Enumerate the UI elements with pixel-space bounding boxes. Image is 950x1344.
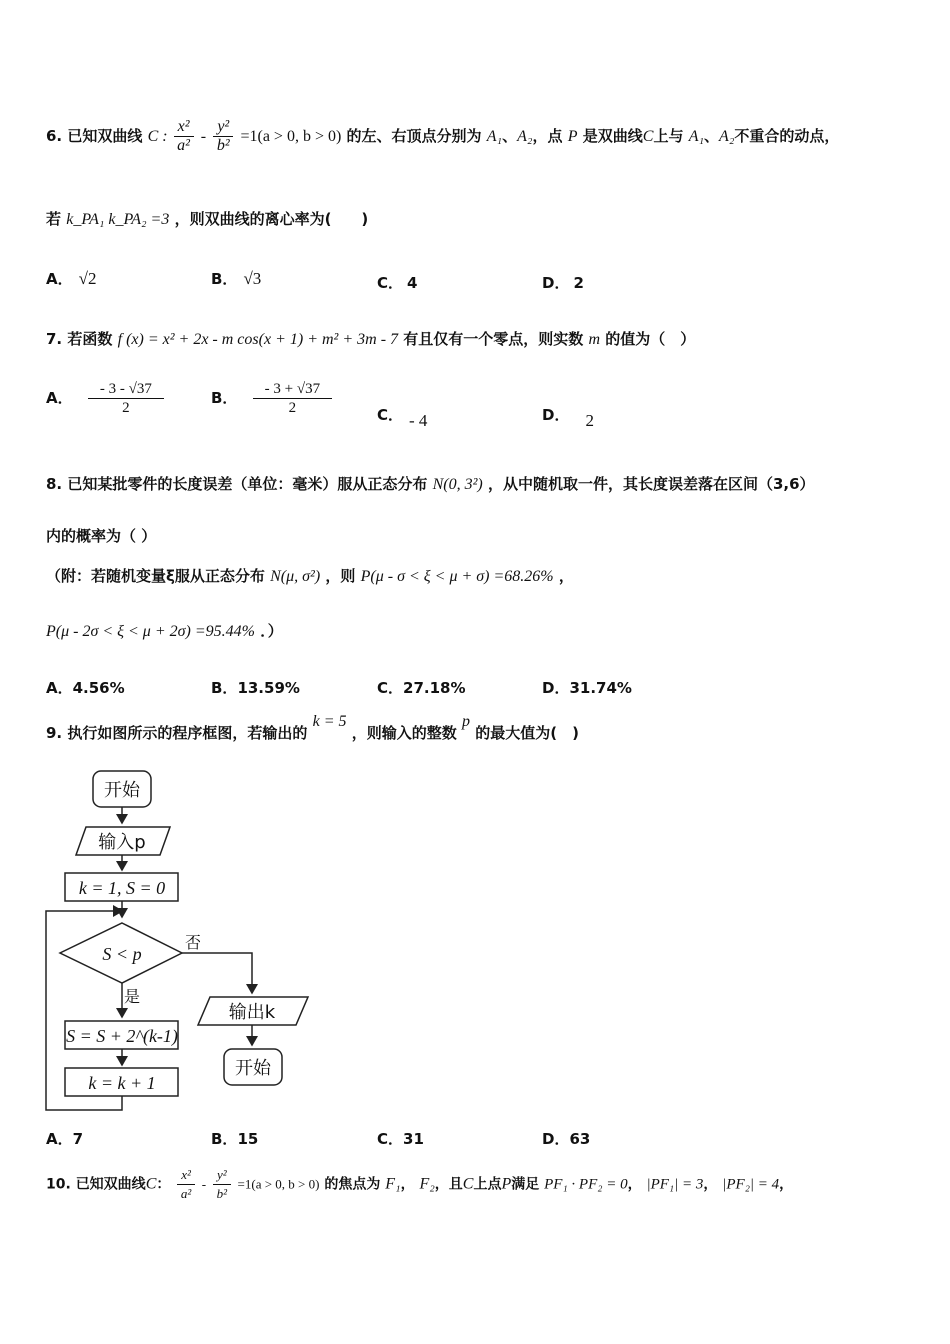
q7-option-b[interactable]: B． $\frac{- 3 + √37}{2}$ — [211, 380, 334, 417]
q7-text-b: 有且仅有一个零点，则实数 — [403, 330, 584, 348]
q6-a1: A₁ — [486, 128, 503, 145]
q6-p: P — [567, 128, 578, 145]
q8-dist: N(0, 3²) — [432, 476, 483, 493]
q8-note-a: （附：若随机变量ξ服从正态分布 — [46, 567, 265, 585]
q6-number: 6. — [46, 127, 63, 145]
q7-m: m — [588, 331, 601, 348]
q6-a1b: A₁ — [688, 128, 705, 145]
q6-text-f: 不重合的动点， — [734, 127, 840, 145]
flow-start-label: 开始 — [104, 780, 140, 801]
flow-yes-label: 是 — [124, 987, 141, 1006]
q10-text-e: 满足 — [511, 1176, 540, 1193]
q9-text-b: ，则输入的整数 — [351, 724, 457, 742]
q10-comma: ， — [400, 1176, 415, 1193]
q8-line1 — [46, 473, 815, 494]
q8-note-p1: P(μ - σ < ξ < μ + σ) =68.26% — [360, 568, 554, 585]
q10-minus: - — [201, 1176, 207, 1192]
q10-abs2: |PF₂| = 4 — [722, 1176, 780, 1193]
q8-text-b: ，从中随机取一件，其长度误差落在区间（3,6） — [487, 475, 815, 493]
q8-option-a[interactable]: A．4.56% — [46, 679, 125, 697]
q6-line1 — [46, 118, 839, 155]
flow-input-label: 输入p — [98, 832, 146, 853]
q6-eq: =1(a > 0, b > 0) — [240, 128, 342, 145]
q7-option-d[interactable]: D． 2 — [542, 406, 594, 430]
q10-comma2: ， — [627, 1176, 642, 1193]
q10-text: 已知双曲线 — [75, 1176, 146, 1193]
q9-option-c[interactable]: C．31 — [377, 1130, 424, 1148]
flow-output-label: 输出k — [228, 1002, 276, 1023]
q6-sep: 、 — [502, 127, 518, 145]
q6-line2-a: 若 — [46, 210, 62, 228]
q7-expr: f (x) = x² + 2x - m cos(x + 1) + m² + 3m - 7 — [117, 331, 399, 348]
q8-line2: 内的概率为（ ） — [46, 527, 157, 545]
q8-option-b[interactable]: B．13.59% — [211, 679, 300, 697]
flow-init-label: k = 1, S = 0 — [78, 878, 166, 898]
q8-number: 8. — [46, 475, 63, 493]
q10-frac1: $\frac{\text{x²}}{\text{a²}}$ — [177, 1166, 195, 1203]
q6-text: 已知双曲线 — [67, 127, 143, 145]
q6-c: C — [642, 128, 654, 145]
q10-p: P — [501, 1175, 512, 1193]
q10-frac2: $\frac{\text{y²}}{\text{b²}}$ — [213, 1166, 231, 1203]
q9-text-c: 的最大值为( ) — [475, 724, 579, 742]
q6-text-d: 是双曲线 — [582, 127, 643, 145]
q9-option-d[interactable]: D．63 — [542, 1130, 591, 1148]
q6-minus: - — [200, 128, 207, 145]
q10-dot: PF₁ · PF₂ = 0 — [544, 1176, 628, 1193]
q7-text-c: 的值为（ ） — [605, 330, 696, 348]
q10-c: C — [145, 1175, 157, 1193]
q8-note-line2 — [46, 620, 283, 641]
q8-note-line1 — [46, 565, 574, 586]
q6-frac1: $\frac{\text{x²}}{\text{a²}}$ — [174, 118, 194, 155]
q6-option-b[interactable]: B． √3 — [211, 269, 262, 288]
q10-c2: C — [462, 1175, 474, 1193]
q6-a2: A₂ — [517, 128, 533, 145]
flow-update-k-label: k = k + 1 — [88, 1073, 156, 1093]
q8-option-c[interactable]: C．27.18% — [377, 679, 466, 697]
flow-update-s-label: S = S + 2^(k-1) — [66, 1026, 178, 1046]
q8-note-p2: P(μ - 2σ < ξ < μ + 2σ) =95.44% — [46, 623, 255, 640]
q6-line2-b: ，则双曲线的离心率为( ) — [174, 210, 369, 228]
q7-text: 若函数 — [67, 330, 113, 348]
q6-text-e: 上与 — [653, 127, 684, 145]
q10-f2: F₂ — [419, 1175, 435, 1193]
flow-no-label: 否 — [185, 933, 202, 952]
q6-frac2: $\frac{\text{y²}}{\text{b²}}$ — [213, 118, 233, 155]
q10-text-c: ，且 — [434, 1176, 463, 1193]
q6-slope: k_PA₁ k_PA₂ =3 — [66, 211, 170, 228]
q6-option-a[interactable]: A． √2 — [46, 269, 97, 288]
q6-text-b: 的左、右顶点分别为 — [346, 127, 482, 145]
q9-number: 9. — [46, 724, 63, 742]
q9-option-a[interactable]: A．7 — [46, 1130, 84, 1148]
q7-option-c[interactable]: C． - 4 — [377, 406, 428, 430]
q10-line1 — [46, 1166, 793, 1203]
q6-text-c: ，点 — [532, 127, 563, 145]
q6-curve: C : — [147, 128, 172, 145]
q7-number: 7. — [46, 330, 63, 348]
q9-option-b[interactable]: B．15 — [211, 1130, 259, 1148]
q10-text-b: 的焦点为 — [324, 1176, 381, 1193]
flowchart — [40, 765, 320, 1115]
q10-colon: ： — [156, 1176, 171, 1193]
q10-abs1: |PF₁| = 3 — [646, 1176, 704, 1193]
q6-line2 — [46, 208, 368, 229]
q8-text: 已知某批零件的长度误差（单位：毫米）服从正态分布 — [67, 475, 428, 493]
q8-note-end: ．） — [260, 622, 283, 640]
q10-text-d: 上点 — [473, 1176, 502, 1193]
q6-a2b: A₂ — [719, 128, 735, 145]
q10-f1: F₁ — [385, 1175, 401, 1193]
q10-eq: =1(a > 0, b > 0) — [237, 1176, 320, 1192]
q7-line1 — [46, 328, 695, 349]
q8-option-d[interactable]: D．31.74% — [542, 679, 632, 697]
q6-option-c[interactable]: C． 4 — [377, 274, 418, 292]
flow-end-label: 开始 — [235, 1058, 271, 1079]
q7-option-a[interactable]: A． $\frac{- 3 - √37}{2}$ — [46, 380, 166, 417]
q9-text: 执行如图所示的程序框图，若输出的 — [67, 724, 308, 742]
q6-option-d[interactable]: D． 2 — [542, 274, 584, 292]
q8-note-b: ，则 — [325, 567, 356, 585]
q8-note-comma: ， — [558, 567, 574, 585]
q9-k-expr: k = 5 — [312, 713, 347, 730]
q10-end: ， — [779, 1176, 794, 1193]
q10-comma3: ， — [703, 1176, 718, 1193]
q10-number: 10. — [46, 1176, 71, 1193]
q8-note-dist: N(μ, σ²) — [270, 568, 321, 585]
q9-p: p — [462, 713, 471, 730]
q9-line1 — [46, 713, 579, 743]
flow-cond-label: S < p — [102, 944, 142, 964]
q6-sep2: 、 — [704, 127, 720, 145]
